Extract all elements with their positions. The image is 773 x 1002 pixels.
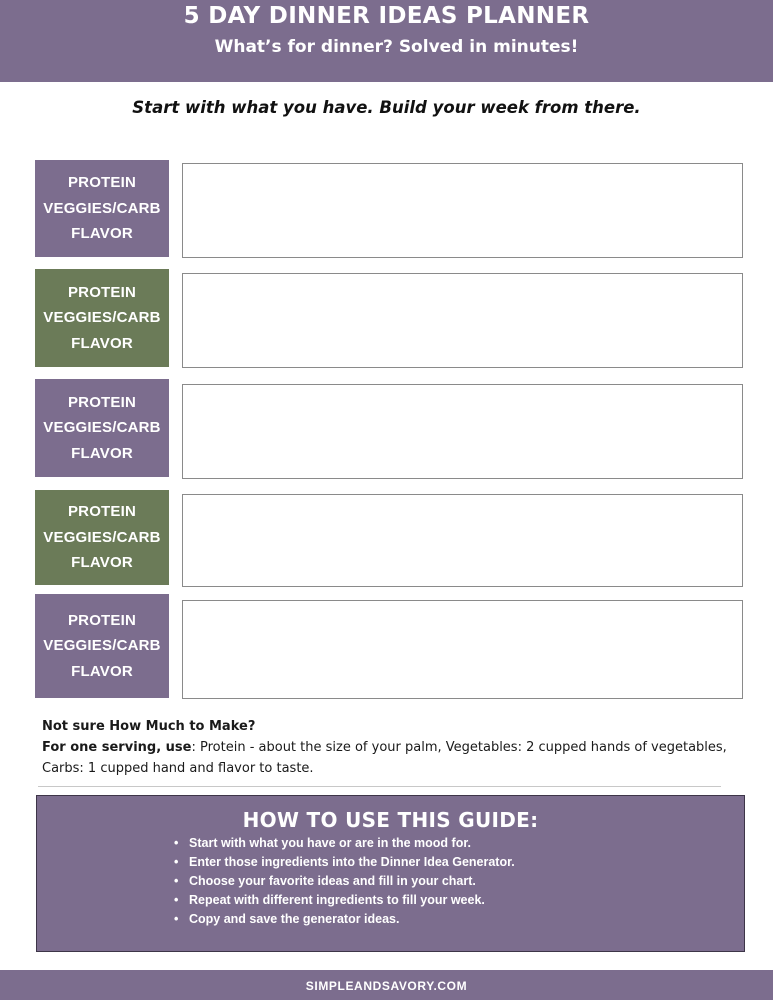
flavor-label: FLAVOR <box>71 225 133 243</box>
guide-step-text: Start with what you have or are in the mood for. <box>189 836 471 850</box>
guide-steps-list <box>170 834 515 929</box>
day-row-2 <box>35 269 745 367</box>
day-label-4 <box>35 490 169 585</box>
bullet-icon: • <box>174 912 179 926</box>
protein-label: PROTEIN <box>67 611 137 629</box>
protein-label: PROTEIN <box>67 174 137 192</box>
footer-website[interactable]: SIMPLEANDSAVORY.COM <box>0 970 773 1000</box>
day-row-1 <box>35 160 745 257</box>
tagline: Start with what you have. Build your week from there. <box>132 98 641 117</box>
protein-label: PROTEIN <box>67 503 137 521</box>
day-entry-box-1[interactable] <box>182 163 743 258</box>
guide-step <box>170 891 515 910</box>
bullet-icon: • <box>174 874 179 888</box>
flavor-label: FLAVOR <box>71 334 133 352</box>
veggies-carb-label: VEGGIES/CARB <box>43 528 161 546</box>
serving-guidance <box>42 716 742 779</box>
guide-step-text: Copy and save the generator ideas. <box>189 912 400 926</box>
day-row-3 <box>35 379 745 477</box>
guide-step-text: Choose your favorite ideas and fill in your chart. <box>189 874 476 888</box>
veggies-carb-label: VEGGIES/CARB <box>43 199 161 217</box>
bullet-icon: • <box>174 855 179 869</box>
serving-details: : Protein - about the size of your palm, Vegetables: 2 cupped hands of vegetables, Carbs: 1 cupped hand and flavor to taste. <box>42 740 727 776</box>
veggies-carb-label: VEGGIES/CARB <box>43 309 161 327</box>
guide-step <box>170 834 515 853</box>
page-subtitle: What’s for dinner? Solved in minutes! <box>214 37 579 57</box>
day-label-1 <box>35 160 169 257</box>
guide-step <box>170 872 515 891</box>
guide-step <box>170 910 515 929</box>
flavor-label: FLAVOR <box>71 444 133 462</box>
flavor-label: FLAVOR <box>71 554 133 572</box>
divider-line <box>38 786 721 787</box>
day-label-3 <box>35 379 169 477</box>
veggies-carb-label: VEGGIES/CARB <box>43 637 161 655</box>
day-row-4 <box>35 490 745 585</box>
day-row-5 <box>35 594 745 698</box>
page-title: 5 DAY DINNER IDEAS PLANNER <box>183 3 590 29</box>
veggies-carb-label: VEGGIES/CARB <box>43 419 161 437</box>
day-label-5 <box>35 594 169 698</box>
day-entry-box-5[interactable] <box>182 600 743 699</box>
flavor-label: FLAVOR <box>71 662 133 680</box>
serving-question: Not sure How Much to Make? <box>42 719 256 734</box>
day-label-2 <box>35 269 169 367</box>
header-banner <box>0 0 773 82</box>
guide-step <box>170 853 515 872</box>
day-entry-box-2[interactable] <box>182 273 743 368</box>
how-to-guide-box <box>36 795 745 952</box>
guide-step-text: Repeat with different ingredients to fill your week. <box>189 893 485 907</box>
day-entry-box-4[interactable] <box>182 494 743 587</box>
serving-lead: For one serving, use <box>42 740 192 755</box>
day-entry-box-3[interactable] <box>182 384 743 479</box>
protein-label: PROTEIN <box>67 283 137 301</box>
bullet-icon: • <box>174 836 179 850</box>
guide-step-text: Enter those ingredients into the Dinner Idea Generator. <box>189 855 515 869</box>
guide-title: HOW TO USE THIS GUIDE: <box>242 808 539 832</box>
protein-label: PROTEIN <box>67 393 137 411</box>
bullet-icon: • <box>174 893 179 907</box>
